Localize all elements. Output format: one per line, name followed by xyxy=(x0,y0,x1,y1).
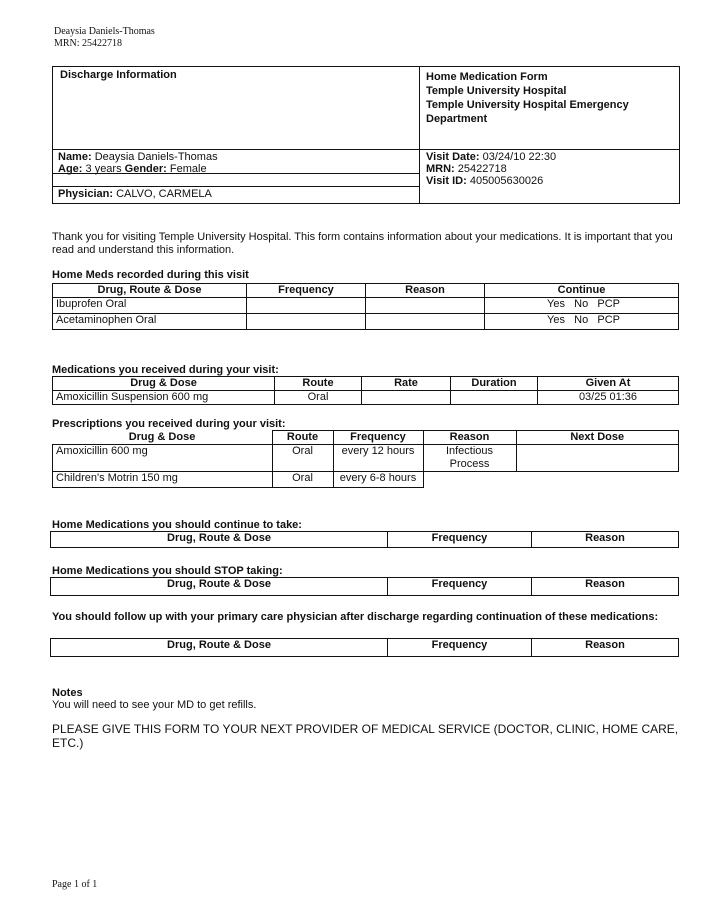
stop-meds-title: Home Medications you should STOP taking: xyxy=(52,565,283,577)
col-drug: Drug, Route & Dose xyxy=(51,532,388,548)
handoff-instruction: PLEASE GIVE THIS FORM TO YOUR NEXT PROVIDER OF MEDICAL SERVICE (DOCTOR, CLINIC, HOME CARE, ETC.) xyxy=(52,722,679,750)
visit-date-label: Visit Date: xyxy=(426,151,480,163)
visit-date-value: 03/24/10 22:30 xyxy=(482,151,557,163)
drug-cell: Acetaminophen Oral xyxy=(53,314,247,330)
reason-cell xyxy=(366,314,485,330)
col-drug: Drug & Dose xyxy=(53,377,275,391)
drug-cell: Amoxicillin Suspension 600 mg xyxy=(53,391,275,405)
col-drug: Drug, Route & Dose xyxy=(51,578,388,596)
age-value: 3 years xyxy=(85,163,122,175)
discharge-info-box xyxy=(52,66,680,204)
route-cell: Oral xyxy=(272,445,333,472)
visit-id-field xyxy=(426,175,556,187)
physician-value: CALVO, CARMELA xyxy=(116,188,212,200)
table-row xyxy=(53,314,679,330)
frequency-cell xyxy=(247,314,366,330)
col-frequency: Frequency xyxy=(333,431,423,445)
col-given-at: Given At xyxy=(538,377,679,391)
col-drug: Drug, Route & Dose xyxy=(51,639,388,657)
visit-id-label: Visit ID: xyxy=(426,175,467,187)
reason-cell xyxy=(366,298,485,314)
next-dose-cell xyxy=(516,445,679,472)
continue-options[interactable]: Yes No PCP xyxy=(485,298,679,314)
col-frequency: Frequency xyxy=(388,532,532,548)
duration-cell xyxy=(451,391,538,405)
hospital-name: Temple University Hospital xyxy=(426,85,567,97)
age-gender-field xyxy=(58,163,207,175)
physician-field xyxy=(58,188,212,200)
followup-title: You should follow up with your primary care physician after discharge regarding continuation of these medications: xyxy=(52,611,659,623)
frequency-cell: every 6-8 hours xyxy=(333,472,423,488)
table-row xyxy=(53,445,679,472)
col-route: Route xyxy=(275,377,362,391)
col-next-dose: Next Dose xyxy=(516,431,679,445)
reason-cell xyxy=(423,472,516,488)
table-header-row xyxy=(51,532,679,548)
frequency-cell xyxy=(247,298,366,314)
table-row xyxy=(53,391,679,405)
mrn-field xyxy=(426,163,556,175)
col-duration: Duration xyxy=(451,377,538,391)
visit-id-value: 405005630026 xyxy=(469,175,544,187)
prescriptions-title: Prescriptions you received during your visit: xyxy=(52,418,286,430)
received-meds-title: Medications you received during your visit: xyxy=(52,364,279,376)
department-line-2: Department xyxy=(426,113,488,125)
form-title: Home Medication Form xyxy=(426,71,548,83)
col-reason: Reason xyxy=(366,284,485,298)
intro-paragraph: Thank you for visiting Temple University Hospital. This form contains information about your medications. It is important that you read and understand this information. xyxy=(52,231,673,256)
form-title-block xyxy=(426,70,629,126)
age-label: Age: xyxy=(58,163,83,175)
col-frequency: Frequency xyxy=(247,284,366,298)
table-row xyxy=(53,298,679,314)
col-reason: Reason xyxy=(532,578,679,596)
stop-meds-table xyxy=(50,577,679,596)
physician-label: Physician: xyxy=(58,188,114,200)
col-reason: Reason xyxy=(532,639,679,657)
home-meds-title: Home Meds recorded during this visit xyxy=(52,269,249,281)
reason-line-1: Infectious xyxy=(445,445,494,457)
reason-cell xyxy=(423,445,516,472)
col-drug: Drug, Route & Dose xyxy=(53,284,247,298)
table-header-row xyxy=(53,284,679,298)
notes-title: Notes xyxy=(52,687,83,699)
discharge-info-title: Discharge Information xyxy=(60,69,177,81)
continue-meds-title: Home Medications you should continue to take: xyxy=(52,519,302,531)
route-cell: Oral xyxy=(272,472,333,488)
table-header-row xyxy=(53,377,679,391)
department-line-1: Temple University Hospital Emergency xyxy=(426,99,629,111)
col-continue: Continue xyxy=(485,284,679,298)
header-mrn: MRN: 25422718 xyxy=(54,38,123,49)
col-rate: Rate xyxy=(362,377,451,391)
mrn-label: MRN: xyxy=(426,163,455,175)
page-header xyxy=(54,26,155,50)
received-meds-table xyxy=(52,376,679,405)
visit-details xyxy=(426,151,556,187)
frequency-cell: every 12 hours xyxy=(333,445,423,472)
continue-options[interactable]: Yes No PCP xyxy=(485,314,679,330)
followup-meds-table xyxy=(50,638,679,657)
name-label: Name: xyxy=(58,151,92,163)
drug-cell: Amoxicillin 600 mg xyxy=(53,445,273,472)
gender-value: Female xyxy=(169,163,207,175)
col-drug: Drug & Dose xyxy=(53,431,273,445)
notes-text: You will need to see your MD to get refills. xyxy=(52,699,257,711)
page-number: Page 1 of 1 xyxy=(52,879,98,890)
visit-date-field xyxy=(426,151,556,163)
col-route: Route xyxy=(272,431,333,445)
col-reason: Reason xyxy=(423,431,516,445)
rate-cell xyxy=(362,391,451,405)
drug-cell: Children's Motrin 150 mg xyxy=(53,472,273,488)
gender-label: Gender: xyxy=(124,163,167,175)
next-dose-cell xyxy=(516,472,679,488)
continue-meds-table xyxy=(50,531,679,548)
home-meds-table xyxy=(52,283,679,330)
col-reason: Reason xyxy=(532,532,679,548)
col-frequency: Frequency xyxy=(388,639,532,657)
name-value: Deaysia Daniels-Thomas xyxy=(94,151,218,163)
table-header-row xyxy=(53,431,679,445)
mrn-value: 25422718 xyxy=(457,163,507,175)
prescriptions-table xyxy=(52,430,679,488)
reason-line-2: Process xyxy=(449,458,490,470)
name-field xyxy=(58,151,218,163)
given-at-cell: 03/25 01:36 xyxy=(538,391,679,405)
route-cell: Oral xyxy=(275,391,362,405)
table-row xyxy=(53,472,679,488)
table-header-row xyxy=(51,639,679,657)
col-frequency: Frequency xyxy=(388,578,532,596)
drug-cell: Ibuprofen Oral xyxy=(53,298,247,314)
table-header-row xyxy=(51,578,679,596)
header-patient-name: Deaysia Daniels-Thomas xyxy=(54,26,155,37)
